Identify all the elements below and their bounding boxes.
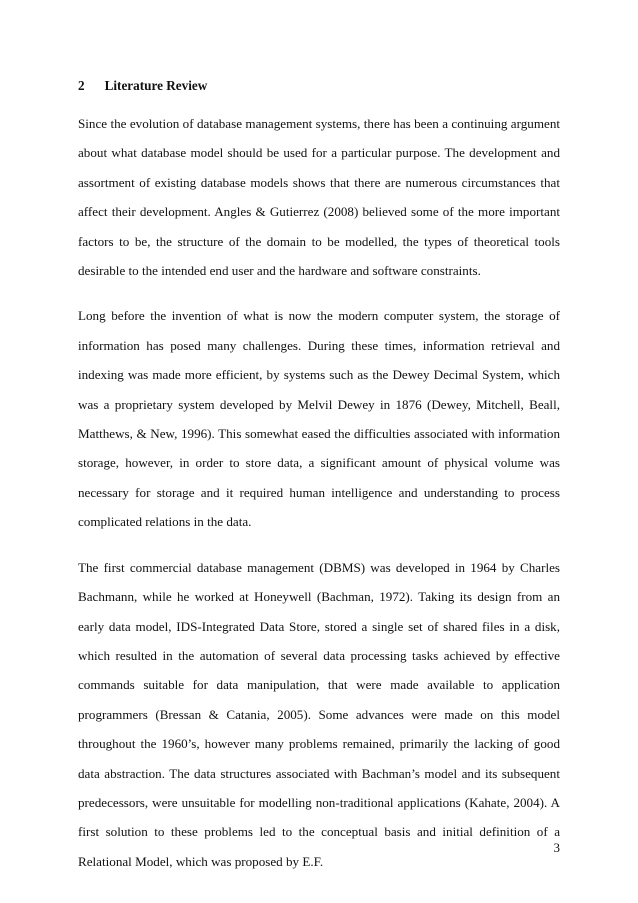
paragraph-3: The first commercial database management (DBMS) was developed in 1964 by Charles Bachmann, while he worked at Honeywell (Bachman, 1972). Taking its design from an early data model, IDS-Integrated Data Store, stored a single set of shared files in a disk, which resulted in the automation of several data processing tasks achieved by effective commands suitable for data manipulation, that were made available to application programmers (Bressan & Catania, 2005). Some advances were made on this model throughout the 1960’s, however many problems remained, primarily the lacking of good data abstraction. The data structures associated with Bachman’s model and its subsequent predecessors, were unsuitable for modelling non-traditional applications (Kahate, 2004). A first solution to these problems led to the conceptual basis and initial definition of a Relational Model, which was proposed by E.F. xyxy=(78,559,560,869)
section-heading xyxy=(78,77,560,95)
section-title: Literature Review xyxy=(104,78,208,93)
paragraph-1: Since the evolution of database management systems, there has been a continuing argument about what database model should be used for a particular purpose. The development and assortment of existing database models shows that there are numerous circumstances that affect their development. Angles & Gutierrez (2008) believed some of the more important factors to be, the structure of the domain to be modelled, the types of theoretical tools desirable to the intended end user and the hardware and software constraints. xyxy=(78,116,560,279)
section-number: 2 xyxy=(78,78,85,93)
page-content xyxy=(78,77,560,892)
page-number: 3 xyxy=(553,840,560,855)
paragraph-2: Long before the invention of what is now the modern computer system, the storage of information has posed many challenges. During these times, information retrieval and indexing was made more efficient, by systems such as the Dewey Decimal System, which was a proprietary system developed by Melvil Dewey in 1876 (Dewey, Mitchell, Beall, Matthews, & New, 1996). This somewhat eased the difficulties associated with information storage, however, in order to store data, a significant amount of physical volume was necessary for storage and it required human intelligence and understanding to process complicated relations in the data. xyxy=(78,308,560,530)
